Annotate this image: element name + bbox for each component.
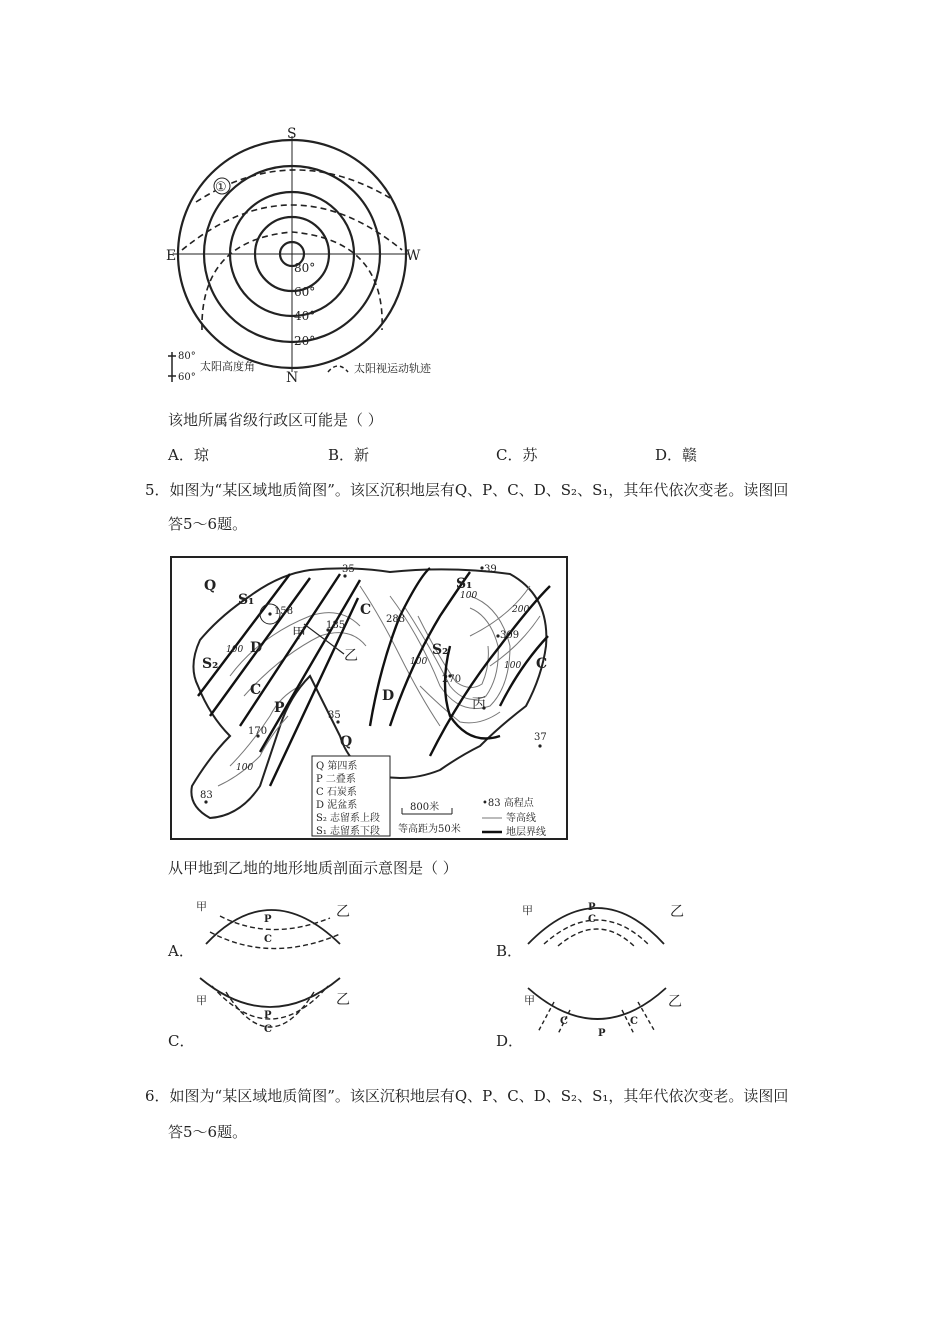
profile-b [518, 892, 688, 954]
contour-interval-label: 等高距为50米 [398, 824, 461, 835]
profile-d [518, 980, 688, 1042]
option-letter: B． [328, 446, 355, 464]
elevation-label: 83 [200, 790, 213, 801]
q6-stem-line1 [145, 1086, 788, 1106]
profile-p: P [598, 1028, 606, 1039]
contour-label: 100 [226, 645, 244, 655]
legend-altitude-label: 太阳高度角 [200, 360, 255, 373]
q5-option-a[interactable]: A． [168, 942, 194, 960]
profile-jia: 甲 [522, 904, 533, 917]
contour-label: 100 [236, 763, 254, 773]
profile-c: C [264, 934, 272, 945]
option-text: 赣 [682, 446, 698, 464]
elevation-label: 39 [484, 564, 497, 575]
q5-sub-question: 从甲地到乙地的地形地质剖面示意图是（ ） [168, 859, 458, 877]
stratum-label-s2-left: S₂ [202, 656, 219, 672]
contour-label: 100 [460, 591, 478, 601]
legend-s2: S₂ 志留系上段 [316, 813, 381, 824]
stratum-label-p-left: P [274, 700, 285, 716]
q5-option-b[interactable]: B． [496, 942, 523, 960]
geological-map [170, 556, 568, 840]
stratum-label-c-mid: C [360, 602, 372, 618]
ring-label-40: 40° [294, 309, 316, 323]
profile-c [190, 972, 360, 1034]
option-letter: A． [168, 446, 194, 464]
q4-question: 该地所属省级行政区可能是（ ） [168, 411, 383, 429]
stratum-label-q-mid: Q [340, 734, 353, 750]
profile-c: C [560, 1016, 568, 1027]
stratum-label-s1-right: S₁ [456, 576, 473, 592]
path-marker-1: ① [215, 180, 227, 195]
stratum-label-s1-left: S₁ [238, 592, 255, 608]
profile-jia: 甲 [196, 994, 207, 1007]
direction-w: W [406, 248, 421, 264]
q6-stem-line2: 答5～6题。 [168, 1123, 248, 1141]
profile-yi: 乙 [336, 904, 350, 920]
profile-yi: 乙 [668, 994, 682, 1010]
q4-option-c[interactable] [496, 444, 538, 465]
contour-label: 100 [410, 657, 428, 667]
option-text: 琼 [193, 446, 209, 464]
q5-stem-line2: 答5～6题。 [168, 515, 248, 533]
q5-stem-line1 [145, 480, 788, 500]
elevation-label: 270 [442, 674, 462, 685]
ring-label-80: 80° [294, 261, 316, 275]
stratum-label-s2-right: S₂ [432, 642, 449, 658]
ring-label-60: 60° [294, 285, 316, 299]
legend-elevation-point: •83 高程点 [482, 798, 534, 809]
q6-number: 6． [145, 1087, 170, 1105]
profile-c: C [264, 1024, 272, 1034]
ring-label-20: 20° [294, 334, 316, 348]
elevation-label: 309 [500, 630, 520, 641]
direction-s: S [287, 126, 297, 142]
profile-p: P [264, 1010, 272, 1021]
q4-option-a[interactable] [168, 444, 209, 465]
legend-p: P 二叠系 [316, 774, 356, 785]
direction-n: N [286, 370, 299, 386]
profile-p: P [588, 902, 596, 913]
contour-label: 200 [512, 605, 530, 615]
stratum-label-d-left: D [250, 640, 263, 656]
legend-d: D 泥盆系 [316, 800, 358, 811]
elevation-label: 158 [274, 606, 294, 617]
profile-p: P [264, 914, 272, 925]
place-yi: 乙 [344, 648, 358, 664]
stratum-label-c-left: C [250, 682, 262, 698]
direction-e: E [166, 248, 177, 264]
profile-a [190, 892, 360, 954]
option-letter: D． [655, 446, 683, 464]
q4-option-b[interactable] [328, 444, 369, 465]
sun-path-diagram [160, 120, 460, 390]
legend-path-label: 太阳视运动轨迹 [354, 362, 431, 375]
legend-boundary: 地层界线 [506, 827, 546, 838]
legend-80: 80° [178, 351, 196, 362]
option-letter: C． [496, 446, 523, 464]
q5-option-c[interactable]: C． [168, 1032, 195, 1050]
legend-60: 60° [178, 372, 196, 383]
profile-c: C [588, 914, 596, 925]
legend-q: Q 第四系 [316, 761, 358, 772]
place-bing: 丙 [472, 696, 486, 712]
profile-yi: 乙 [336, 992, 350, 1008]
option-text: 苏 [522, 446, 538, 464]
legend-contour: 等高线 [506, 813, 536, 824]
scale-label: 800米 [410, 802, 440, 813]
elevation-label: 37 [534, 732, 547, 743]
q6-stem-text: 如图为“某区域地质简图”。该区沉积地层有Q、P、C、D、S₂、S₁，其年代依次变老。读图回 [169, 1087, 789, 1105]
elevation-label: 283 [386, 614, 406, 625]
stratum-label-c-right: C [536, 656, 548, 672]
q5-option-d[interactable]: D． [496, 1032, 524, 1050]
q5-number: 5． [145, 481, 170, 499]
contour-label: 100 [504, 661, 522, 671]
q4-option-d[interactable] [655, 444, 697, 465]
place-jia: 甲 [292, 626, 306, 642]
stratum-label-d-mid: D [382, 688, 395, 704]
elevation-label: 35 [342, 564, 355, 575]
profile-yi: 乙 [670, 904, 684, 920]
legend-s1: S₁ 志留系下段 [316, 826, 381, 837]
q5-stem-text: 如图为“某区域地质简图”。该区沉积地层有Q、P、C、D、S₂、S₁，其年代依次变老。读图回 [169, 481, 789, 499]
option-text: 新 [354, 446, 370, 464]
stratum-label-q-top: Q [204, 578, 217, 594]
profile-c: C [630, 1016, 638, 1027]
profile-jia: 甲 [524, 994, 535, 1007]
elevation-label: 35 [328, 710, 341, 721]
elevation-label: 170 [248, 726, 268, 737]
elevation-label: 185 [326, 620, 346, 631]
profile-jia: 甲 [196, 900, 207, 913]
legend-c: C 石炭系 [316, 787, 357, 798]
